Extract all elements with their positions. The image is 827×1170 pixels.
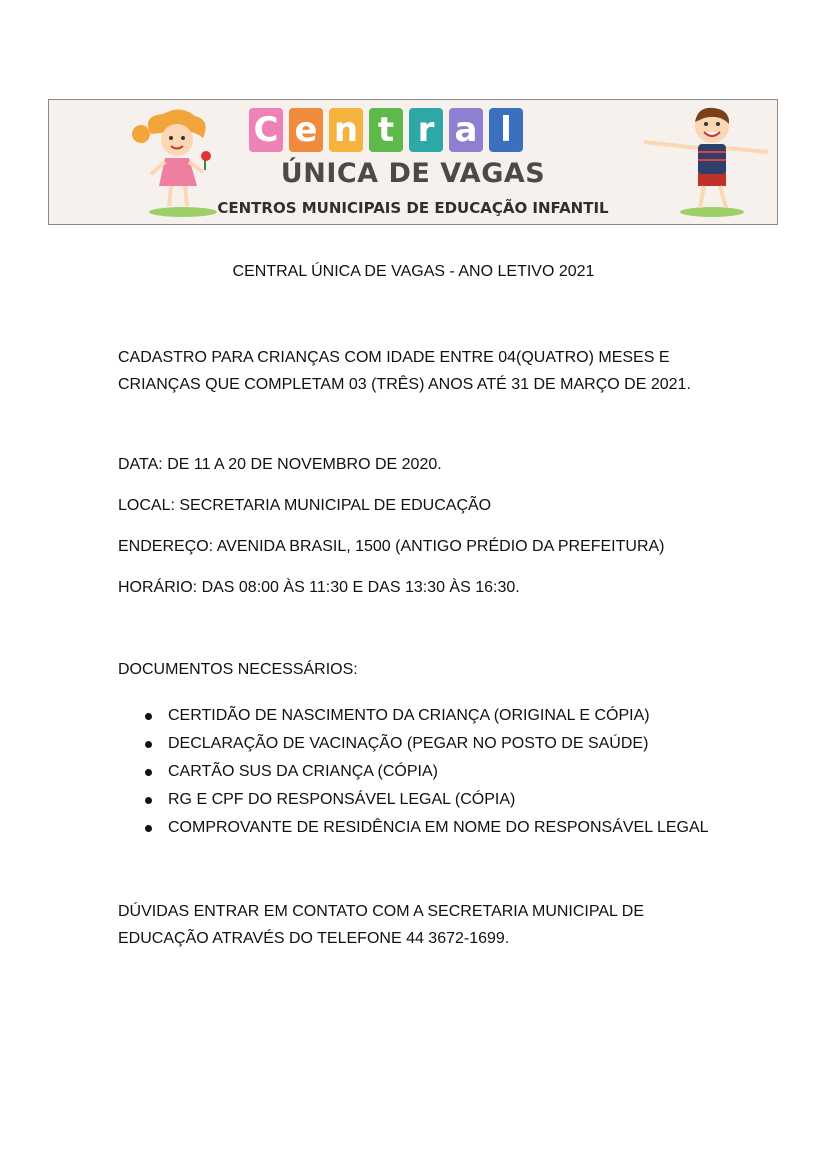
hours-line: HORÁRIO: DAS 08:00 ÀS 11:30 E DAS 13:30 ÀS 16:30. (118, 579, 520, 596)
banner-title: ÚNICA DE VAGAS (280, 158, 546, 189)
logo-letter-n: n (329, 108, 363, 152)
boy-illustration-icon (634, 104, 774, 220)
list-item: CARTÃO SUS DA CRIANÇA (CÓPIA) (118, 758, 709, 786)
list-item: DECLARAÇÃO DE VACINAÇÃO (PEGAR NO POSTO DE SAÚDE) (118, 730, 709, 758)
logo-letter-l: l (489, 108, 523, 152)
central-logo-letters (249, 108, 523, 152)
logo-letter-r: r (409, 108, 443, 152)
intro-paragraph: CADASTRO PARA CRIANÇAS COM IDADE ENTRE 04(QUATRO) MESES E CRIANÇAS QUE COMPLETAM 03 (TRÊS) ANOS ATÉ 31 DE MARÇO DE 2021. (118, 349, 691, 393)
logo-letter-e: e (289, 108, 323, 152)
logo-letter-t: t (369, 108, 403, 152)
address-line: ENDEREÇO: AVENIDA BRASIL, 1500 (ANTIGO PRÉDIO DA PREFEITURA) (118, 538, 665, 555)
list-item: RG E CPF DO RESPONSÁVEL LEGAL (CÓPIA) (118, 786, 709, 814)
documents-title: DOCUMENTOS NECESSÁRIOS: (118, 661, 358, 678)
header-banner (48, 99, 778, 225)
list-item: COMPROVANTE DE RESIDÊNCIA EM NOME DO RESPONSÁVEL LEGAL (118, 814, 709, 842)
documents-list (118, 702, 709, 842)
banner-subtitle: CENTROS MUNICIPAIS DE EDUCAÇÃO INFANTIL (217, 199, 609, 217)
page-title: CENTRAL ÚNICA DE VAGAS - ANO LETIVO 2021 (232, 263, 595, 280)
contact-paragraph: DÚVIDAS ENTRAR EM CONTATO COM A SECRETARIA MUNICIPAL DE EDUCAÇÃO ATRAVÉS DO TELEFONE 44 3672-1699. (118, 903, 644, 947)
logo-letter-a: a (449, 108, 483, 152)
list-item: CERTIDÃO DE NASCIMENTO DA CRIANÇA (ORIGINAL E CÓPIA) (118, 702, 709, 730)
date-line: DATA: DE 11 A 20 DE NOVEMBRO DE 2020. (118, 456, 442, 473)
logo-letter-c: C (249, 108, 283, 152)
location-line: LOCAL: SECRETARIA MUNICIPAL DE EDUCAÇÃO (118, 497, 492, 514)
